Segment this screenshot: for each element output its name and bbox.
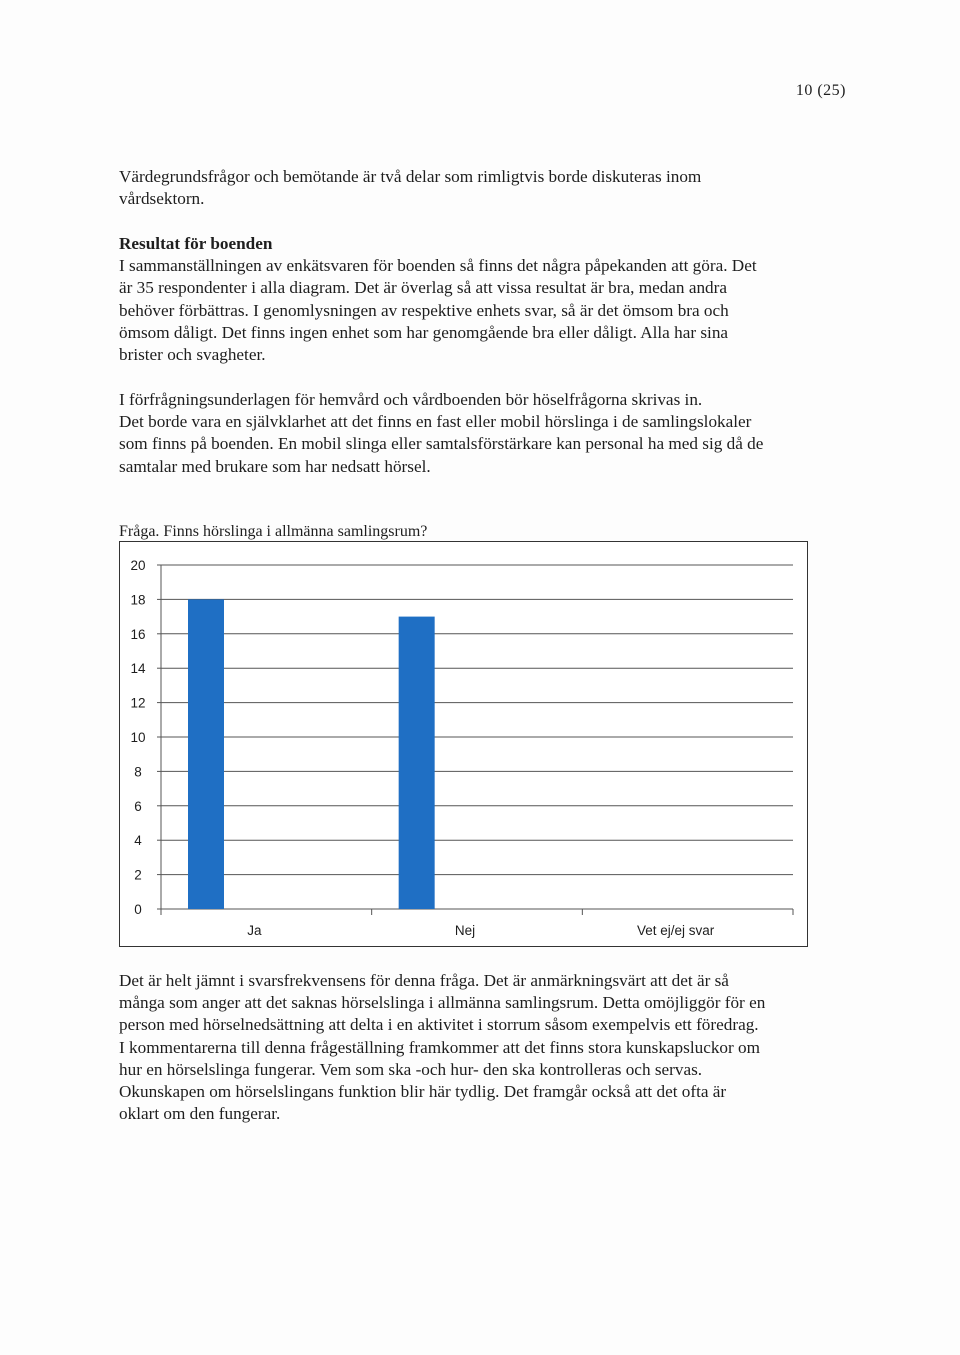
page-number: 10 (25)	[795, 82, 846, 99]
text-line: ömsom dåligt. Det finns ingen enhet som har genomgående bra eller dåligt. Alla har sina	[119, 322, 729, 342]
y-tick-label: 8	[134, 764, 142, 780]
text-line: Det borde vara en självklarhet att det finns en fast eller mobil hörslinga i de samlingslokaler	[119, 412, 752, 432]
x-tick-label: Nej	[454, 923, 476, 938]
bar-chart	[119, 541, 808, 947]
y-tick-label: 16	[130, 626, 146, 642]
section-heading: Resultat för boenden	[119, 234, 273, 253]
text-line: vårdsektorn.	[119, 189, 205, 209]
text-line: Värdegrundsfrågor och bemötande är två delar som rimligtvis borde diskuteras inom	[119, 167, 702, 186]
x-tick-label: Ja	[247, 923, 262, 938]
text-line: Okunskapen om hörselslingans funktion blir här tydlig. Det framgår också att det ofta är	[119, 1082, 727, 1102]
y-tick-label: 18	[130, 592, 146, 608]
text-line: I förfrågningsunderlagen för hemvård och vårdboenden bör höselfrågorna skrivas in.	[119, 390, 703, 409]
text-line: som finns på boenden. En mobil slinga eller samtalsförstärkare kan personal ha med sig då de	[119, 434, 764, 454]
text-line: är 35 respondenter i alla diagram. Det är överlag så att vissa resultat är bra, medan andra	[119, 278, 727, 298]
y-tick-label: 2	[134, 867, 142, 883]
text-line: behöver förbättras. I genomlysningen av respektive enhets svar, så är det ömsom bra och	[119, 300, 729, 320]
text-line: I kommentarerna till denna frågeställning framkommer att det finns stora kunskapsluckor om	[119, 1037, 761, 1057]
y-tick-label: 20	[130, 558, 146, 573]
y-tick-label: 4	[134, 833, 142, 849]
text-line: samtalar med brukare som har nedsatt hörsel.	[119, 456, 431, 476]
hearing-paragraph	[119, 389, 854, 478]
chart-question	[119, 522, 854, 542]
x-tick-label: Vet ej/ej svar	[637, 923, 715, 938]
text-line: många som anger att det saknas hörselslinga i allmänna samlingsrum. Detta omöjliggör för en	[119, 993, 766, 1013]
text-line: brister och svagheter.	[119, 345, 266, 365]
text-line: person med hörselnedsättning att delta i en aktivitet i storrum såsom exempelvis ett föredrag.	[119, 1015, 759, 1035]
bar-ja	[188, 599, 224, 909]
intro-paragraph	[119, 166, 854, 210]
text-line: Det är helt jämnt i svarsfrekvensens för denna fråga. Det är anmärkningsvärt att det är så	[119, 971, 729, 990]
question-text: Fråga. Finns hörslinga i allmänna samlingsrum?	[119, 523, 428, 540]
y-tick-label: 14	[130, 661, 146, 677]
results-section	[119, 233, 854, 366]
analysis-paragraph	[119, 970, 854, 1125]
bar-nej	[399, 617, 435, 909]
y-tick-label: 10	[130, 730, 146, 745]
y-tick-label: 6	[134, 798, 142, 814]
y-tick-label: 12	[130, 695, 146, 711]
text-line: I sammanställningen av enkätsvaren för boenden så finns det några påpekanden att göra. Det	[119, 256, 757, 276]
chart-canvas	[120, 542, 809, 948]
y-tick-label: 0	[134, 902, 142, 917]
text-line: oklart om den fungerar.	[119, 1104, 281, 1124]
text-line: hur en hörselslinga fungerar. Vem som ska -och hur- den ska kontrolleras och servas.	[119, 1059, 703, 1079]
